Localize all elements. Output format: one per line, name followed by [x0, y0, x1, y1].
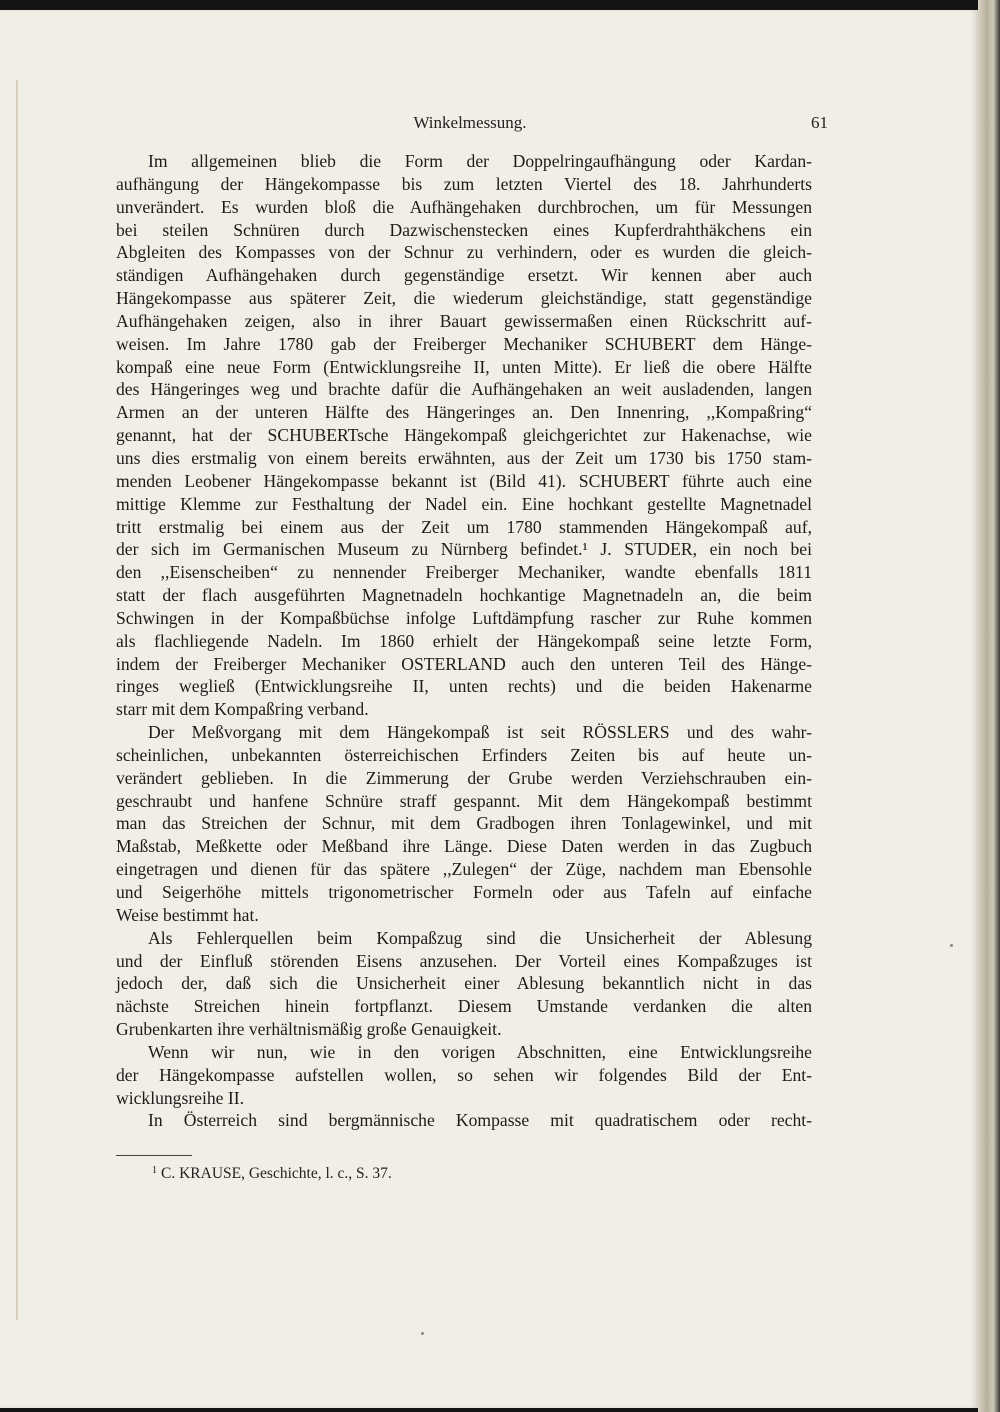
binding-thread — [16, 80, 18, 1320]
text-line: tritt erstmalig bei einem aus der Zeit um 1780 stammenden Hängekompaß auf, — [116, 516, 812, 537]
text-line: genannt, hat der SCHUBERTsche Hängekompaß gleichgerichtet zur Hakenachse, wie — [116, 425, 812, 446]
text-line: indem der Freiberger Mechaniker OSTERLAND auch den unteren Teil des Hänge- — [116, 653, 812, 674]
text-line: verändert geblieben. In die Zimmerung der Grube werden Verziehschrauben ein- — [116, 767, 812, 788]
text-line: Armen an der unteren Hälfte des Hängeringes an. Den Innenring, ,,Kompaßring“ — [116, 402, 812, 423]
text-line: Schwingen in der Kompaßbüchse infolge Luftdämpfung rascher zur Ruhe kommen — [116, 607, 812, 628]
footnote-text: C. KRAUSE, Geschichte, l. c., S. 37. — [161, 1165, 392, 1182]
paper-speck — [421, 1332, 424, 1335]
text-line: scheinlichen, unbekannten österreichischen Erfinders Zeiten bis auf heute un- — [116, 744, 812, 765]
text-line: bei steilen Schnüren durch Dazwischenstecken eines Kupferdrahthäkchens ein — [116, 219, 812, 240]
text-line: starr mit dem Kompaßring verband. — [116, 699, 369, 720]
text-line: Abgleiten des Kompasses von der Schnur zu verhindern, oder es wurden die gleich- — [116, 242, 812, 263]
text-line: geschraubt und hanfene Schnüre straff gespannt. Mit dem Hängekompaß bestimmt — [116, 790, 812, 811]
text-line: der sich im Germanischen Museum zu Nürnberg befindet.¹ J. STUDER, ein noch bei — [116, 539, 812, 560]
text-line: weisen. Im Jahre 1780 gab der Freiberger Mechaniker SCHUBERT dem Hänge- — [116, 333, 812, 354]
text-line: menden Leobener Hängekompasse bekannt ist (Bild 41). SCHUBERT führte auch eine — [116, 470, 812, 491]
text-line: kompaß eine neue Form (Entwicklungsreihe II, unten Mitte). Er ließ die obere Hälfte — [116, 356, 812, 377]
text-line: als flachliegende Nadeln. Im 1860 erhielt der Hängekompaß seine letzte Form, — [116, 630, 812, 651]
text-line: man das Streichen der Schnur, mit dem Gradbogen ihren Tonlagewinkel, und mit — [116, 813, 812, 834]
text-line: Wenn wir nun, wie in den vorigen Abschnitten, eine Entwicklungsreihe — [148, 1041, 812, 1062]
footnote-rule — [116, 1155, 192, 1156]
paper-speck — [950, 944, 953, 947]
text-line: Hängekompasse aus späterer Zeit, die wiederum gleichständige, statt gegenständige — [116, 288, 812, 309]
text-line: Grubenkarten ihre verhältnismäßig große Genauigkeit. — [116, 1019, 502, 1040]
text-line: aufhängung der Hängekompasse bis zum letzten Viertel des 18. Jahrhunderts — [116, 173, 812, 194]
text-line: und der Einfluß störenden Eisens anzusehen. Der Vorteil eines Kompaßzuges ist — [116, 950, 812, 971]
text-line: den ,,Eisenscheiben“ zu nennender Freiberger Mechaniker, wandte ebenfalls 1811 — [116, 562, 812, 583]
page-number: 61 — [811, 113, 828, 132]
text-line: und Seigerhöhe mittels trigonometrischer Formeln oder aus Tafeln auf einfache — [116, 882, 812, 902]
text-line: des Hängeringes weg und brachte dafür die Aufhängehaken an weit ausladenden, langen — [116, 379, 812, 400]
text-line: Im allgemeinen blieb die Form der Doppelringaufhängung oder Kardan- — [148, 151, 812, 171]
text-line: unverändert. Es wurden bloß die Aufhängehaken durchbrochen, um für Messungen — [116, 196, 812, 217]
text-line: ringes wegließ (Entwicklungsreihe II, unten rechts) und die beiden Hakenarme — [116, 676, 812, 697]
text-line: In Österreich sind bergmännische Kompasse mit quadratischem oder recht- — [148, 1110, 812, 1131]
footnote-marker: 1 — [152, 1165, 157, 1176]
text-line: uns dies erstmalig von einem bereits erwähnten, aus der Zeit um 1730 bis 1750 stam- — [116, 447, 812, 468]
text-line: nächste Streichen hinein fortpflanzt. Diesem Umstande verdanken die alten — [116, 996, 812, 1017]
text-line: jedoch der, daß sich die Unsicherheit einer Ablesung bekanntlich nicht in das — [116, 973, 812, 994]
page-header — [112, 113, 828, 139]
text-line: Aufhängehaken zeigen, also in ihrer Bauart gewissermaßen einen Rückschritt auf- — [116, 310, 812, 331]
text-line: statt der flach ausgeführten Magnetnadeln hochkantige Magnetnadeln an, die beim — [116, 585, 812, 606]
page-edge — [978, 0, 1000, 1412]
text-line: Weise bestimmt hat. — [116, 904, 259, 925]
text-line: wicklungsreihe II. — [116, 1087, 245, 1108]
text-line: Maßstab, Meßkette oder Meßband ihre Länge. Diese Daten werden in das Zugbuch — [116, 836, 812, 857]
text-line: Der Meßvorgang mit dem Hängekompaß ist seit RÖSSLERS und des wahr- — [148, 722, 812, 743]
text-line: eingetragen und dienen für das spätere ,,Zulegen“ der Züge, nachdem man Ebensohle — [116, 859, 812, 880]
text-line: Als Fehlerquellen beim Kompaßzug sind die Unsicherheit der Ablesung — [148, 927, 812, 948]
body-text — [116, 150, 812, 1132]
text-line: mittige Klemme zur Festhaltung der Nadel ein. Eine hochkant gestellte Magnetnadel — [116, 493, 812, 514]
text-line: der Hängekompasse aufstellen wollen, so sehen wir folgendes Bild der Ent- — [116, 1064, 812, 1085]
footnote — [152, 1165, 652, 1183]
running-title: Winkelmessung. — [413, 113, 527, 132]
text-line: ständigen Aufhängehaken durch gegenständige ersetzt. Wir kennen aber auch — [116, 265, 812, 286]
